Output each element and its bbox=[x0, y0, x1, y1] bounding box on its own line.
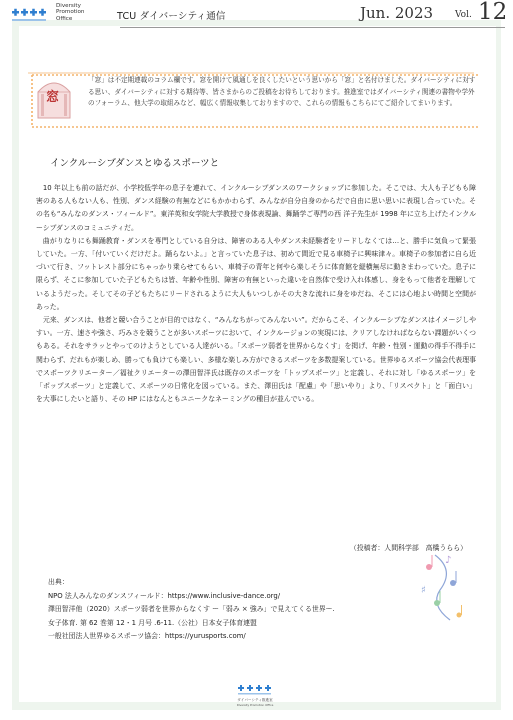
logo-line-1: Diversity bbox=[56, 3, 81, 9]
logo-line-2: Promotion bbox=[56, 9, 85, 16]
logo-line-3: Office bbox=[56, 15, 73, 22]
issue-date: Jun. 2023 bbox=[360, 4, 434, 22]
svg-text:♪: ♪ bbox=[445, 555, 452, 566]
source-line: NPO 法人みんなのダンスフィールド：https://www.inclusive-dance.org/ bbox=[48, 591, 281, 600]
footer-logo-icon bbox=[230, 681, 280, 711]
header-divider bbox=[120, 27, 505, 28]
article-paragraph: 元来、ダンスは、他者と競い合うことが目的ではなく、“みんなちがってみんないい”。だからこそ、インクルーシブなダンスはイメージしやすい。一方、速さや強さ、巧みさを競うことが多いスポーツにおいて、インクルージョンの実現には、クリアしなければならない課題がいくつもある。それをサラッとやってのけようとしている人達がいる。「スポーツ弱者を世界からなくす」を掲げ、年齢・性別・運動の得手不得手に関わらず、だれもが楽しめ、勝っても負けても楽しい、多様な楽しみ方ができるスポーツを多数提案している。世界ゆるスポーツ協会代表理事でスポーツクリエーター／福祉クリエーターの澤田智洋氏は既存のスポーツを「トップスポーツ」と定義し、それに対し「ゆるスポーツ」を「ポップスポーツ」と定義して、スポーツの日常化を図っている。また、澤田氏は「配慮」や「思いやり」より、「リスペクト」と「面白い」を大事にしたいと語り、その HP にはなんともユニークなネーミングの種目が並んでいる。 bbox=[36, 316, 477, 404]
logo-text bbox=[56, 3, 84, 22]
sources-heading: 出典： bbox=[48, 578, 69, 586]
author-credit: （投稿者：人間科学部 高橋うらら） bbox=[349, 544, 467, 552]
issue-number: 12 bbox=[478, 0, 508, 25]
sources-section bbox=[48, 576, 335, 644]
footer-logo-line-1: ダイバーシティ推進室 bbox=[237, 698, 273, 702]
window-label: 窓 bbox=[46, 90, 60, 105]
source-line: 一般社団法人世界ゆるスポーツ協会：https://yurusports.com/ bbox=[48, 632, 246, 641]
article-paragraph: 曲がりなりにも舞踊教育・ダンスを専門としている自分は、障害のある人やダンス未経験者をリードしなくては…と、勝手に気負って緊張していた。一方、「付いていくだけだよ。踊らないよ。」と言っていた息子は、初めて間近で見る車椅子に興味津々。車椅子の参加者に自ら近づいて行き、フットレスト部分にちゃっかり乗らせてもらい、車椅子の青年と何やら楽しそうに体育館を縦横無尽に動きまわっていた。息子に限らず、そこに参加していた子どもたちは皆、年齢や性別、障害の有無といった違いを自然体で受け入れ体感し、身をもって他者を理解しているようだった。そしてその子どもたちにリードされるように大人もいつしかその大きな流れに身をゆだね、そこには心地よい時間と空間があった。 bbox=[36, 236, 476, 311]
intro-text: 「窓」は不定期連載のコラム欄です。窓を開けて風通しを良くしたいという思いから「窓」と名付けました。ダイバーシティに対する思い、ダイバーシティに対する期待等、皆さまからのご投稿をお待ちしております。推進室ではダイバーシティ関連の書物や学外のフォーラム、他大学の取組みなど、幅広く情報収集しておりますので、これらの情報もこちらにてご紹介してまいります。 bbox=[88, 76, 476, 108]
source-line: 澤田智洋他（2020）スポーツ弱者を世界からなくす ー「弱み × 強み」で見えてくる世界ー. bbox=[48, 605, 335, 614]
newsletter-name: TCU ダイバーシティ通信 bbox=[117, 11, 226, 22]
article-body bbox=[36, 182, 476, 406]
article-paragraph: 10 年以上も前の話だが、小学校低学年の息子を連れて、インクルーシブダンスのワークショップに参加した。そこでは、大人も子どもも障害のある人もない人も、性別、ダンス経験の有無などにもかかわらず、みんなが自分自身のからだで自由に思い思いに表現し合っていた。その名も“みんなのダンス・フィールド”。東洋英和女学院大学教授で身体表現論、舞踊学ご専門の西 洋子先生が 1998 年に立ち上げたインクルーシブダンスのコミュニティだ。 bbox=[36, 184, 476, 232]
source-line: 女子体育. 第 62 巻第 12・1 月号 .6-11.（公社）日本女子体育連盟 bbox=[48, 618, 257, 627]
music-notes-icon bbox=[415, 545, 475, 635]
footer-logo-line-2: Diversity Promotion Office bbox=[236, 703, 274, 707]
diversity-office-logo-icon bbox=[10, 4, 50, 26]
article-title: インクルーシブダンスとゆるスポーツと bbox=[50, 158, 220, 169]
issue-volume-label: Vol. bbox=[455, 10, 472, 20]
svg-text:♯: ♯ bbox=[421, 585, 426, 596]
